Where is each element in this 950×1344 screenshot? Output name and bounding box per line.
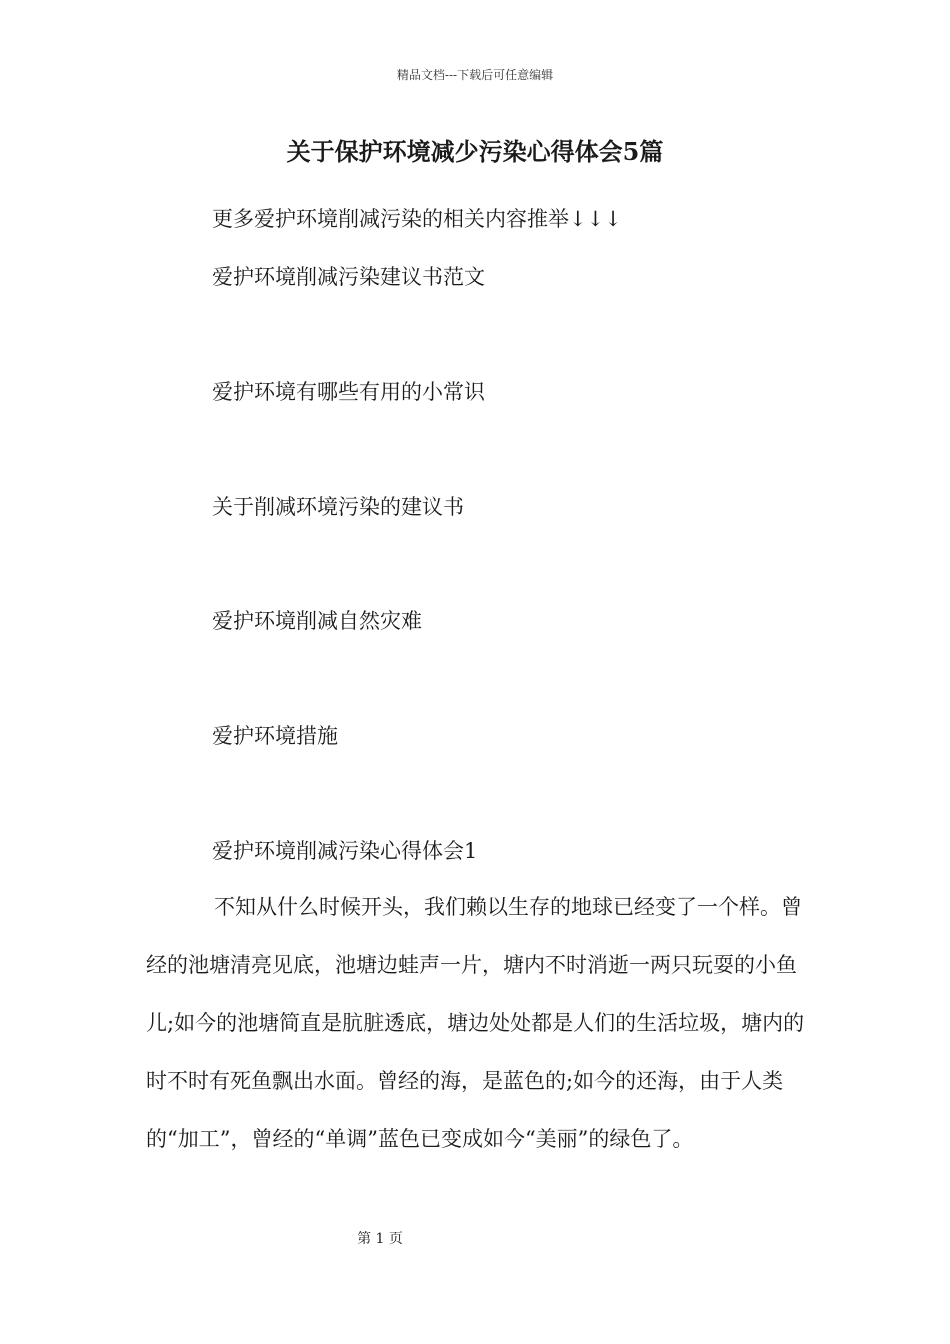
document-title: 关于保护环境减少污染心得体会5篇 xyxy=(286,137,664,166)
recommend-link-1[interactable]: 爱护环境削减污染建议书范文 xyxy=(212,265,485,289)
recommend-link-5[interactable]: 爱护环境措施 xyxy=(212,724,338,748)
recommend-link-4[interactable]: 爱护环境削减自然灾难 xyxy=(212,609,422,633)
recommend-link-2[interactable]: 爱护环境有哪些有用的小常识 xyxy=(212,380,485,404)
page-number: 第 1 页 xyxy=(357,1231,403,1247)
recommend-intro: 更多爱护环境削减污染的相关内容推举↓↓↓ xyxy=(212,207,622,231)
section-heading: 爱护环境削减污染心得体会1 xyxy=(212,839,478,863)
header-note: 精品文档---下载后可任意编辑 xyxy=(396,68,554,82)
recommend-link-3[interactable]: 关于削减环境污染的建议书 xyxy=(212,495,464,519)
body-paragraph: 不知从什么时候开头，我们赖以生存的地球已经变了一个样。曾经的池塘清亮见底，池塘边蛙声一片，塘内不时消逝一两只玩耍的小鱼儿;如今的池塘简直是肮脏透底，塘边处处都是人们的生活垃圾，塘内的时不时有死鱼飘出水面。曾经的海，是蓝色的;如今的还海，由于人类的“加工”，曾经的“单调”蓝色已变成如今“美丽”的绿色了。 xyxy=(146,895,805,1151)
